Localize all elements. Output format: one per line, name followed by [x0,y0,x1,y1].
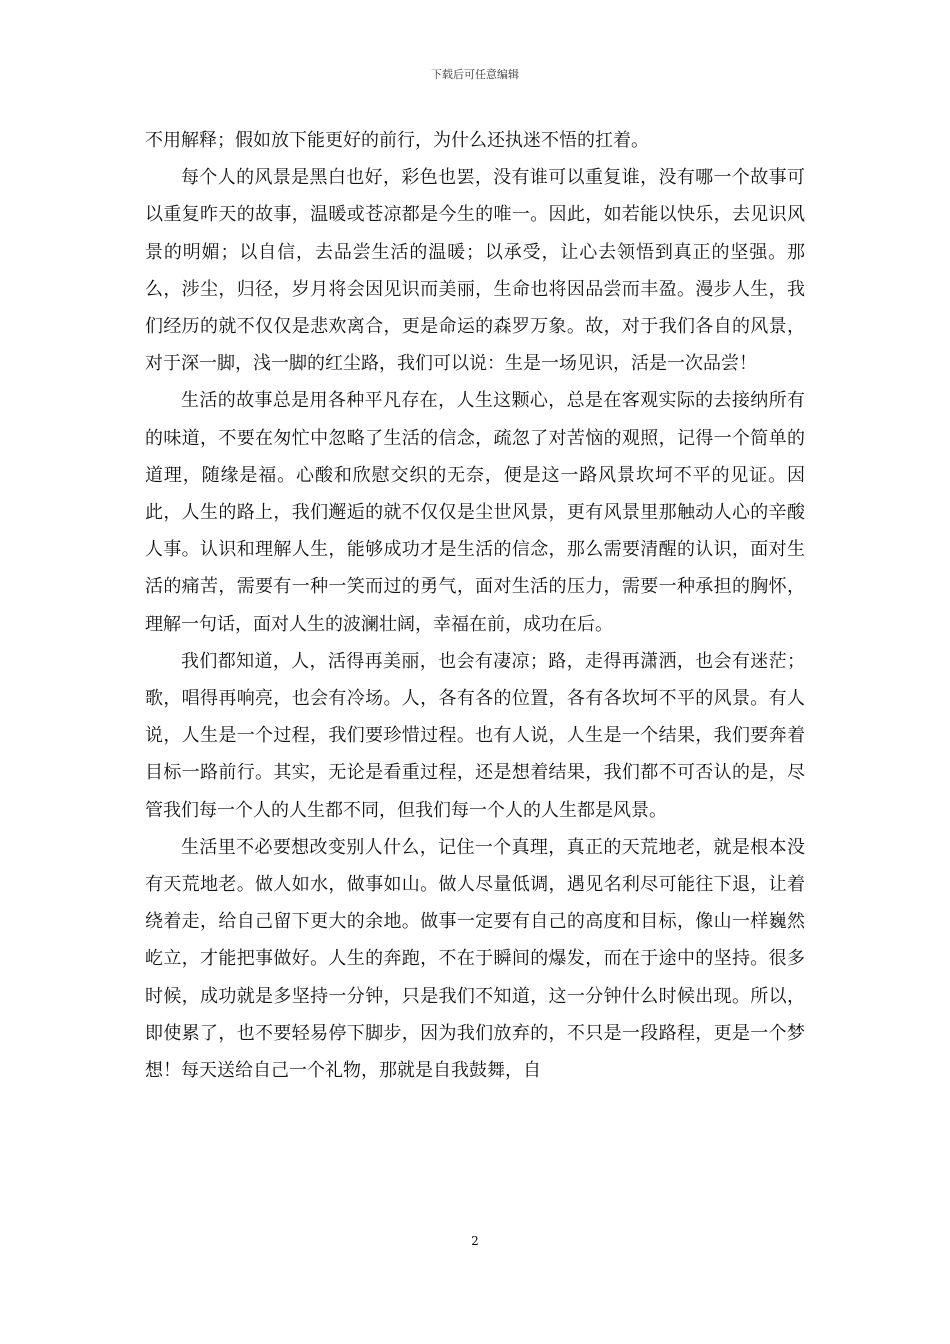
paragraph-4: 我们都知道，人，活得再美丽，也会有凄凉；路，走得再潇洒，也会有迷茫；歌，唱得再响亮，也会有冷场。人，各有各的位置，各有各坎坷不平的风景。有人说，人生是一个过程，我们要珍惜过程。也有人说，人生是一个结果，我们要奔着目标一路前行。其实，无论是看重过程，还是想着结果，我们都不可否认的是，尽管我们每一个人的人生都不同，但我们每一个人的人生都是风景。 [145,650,805,821]
paragraph-5: 生活里不必要想改变别人什么，记住一个真理，真正的天荒地老，就是根本没有天荒地老。做人如水，做事如山。做人尽量低调，遇见名利尽可能往下退，让着绕着走，给自己留下更大的余地。做事一定要有自己的高度和目标，像山一样巍然屹立，才能把事做好。人生的奔跑，不在于瞬间的爆发，而在于途中的坚持。很多时候，成功就是多坚持一分钟，只是我们不知道，这一分钟什么时候出现。所以，即使累了，也不要轻易停下脚步，因为我们放弃的，不只是一段路程，更是一个梦想！每天送给自己一个礼物，那就是自我鼓舞，自 [145,836,805,1082]
page-number: 2 [471,1234,479,1248]
page-header: 下载后可任意编辑 [431,68,519,81]
paragraph-3: 生活的故事总是用各种平凡存在，人生这颗心，总是在客观实际的去接纳所有的味道，不要在匆忙中忽略了生活的信念，疏忽了对苦恼的观照，记得一个简单的道理，随缘是福。心酸和欣慰交织的无奈，便是这一路风景坎坷不平的见证。因此，人生的路上，我们邂逅的就不仅仅是尘世风景，更有风景里那触动人心的辛酸人事。认识和理解人生，能够成功才是生活的信念，那么需要清醒的认识，面对生活的痛苦，需要有一种一笑而过的勇气，面对生活的压力，需要一种承担的胸怀，理解一句话，面对人生的波澜壮阔，幸福在前，成功在后。 [145,390,805,635]
paragraph-2: 每个人的风景是黑白也好，彩色也罢，没有谁可以重复谁，没有哪一个故事可以重复昨天的故事，温暖或苍凉都是今生的唯一。因此，如若能以快乐，去见识风景的明媚；以自信，去品尝生活的温暖；以承受，让心去领悟到真正的坚强。那么，涉尘，归径，岁月将会因见识而美丽，生命也将因品尝而丰盈。漫步人生，我们经历的就不仅仅是悲欢离合，更是命运的森罗万象。故，对于我们各自的风景，对于深一脚，浅一脚的红尘路，我们可以说：生是一场见识，活是一次品尝！ [145,167,805,375]
paragraph-1: 不用解释；假如放下能更好的前行，为什么还执迷不悟的扛着。 [145,130,649,151]
document-body [145,122,805,1089]
